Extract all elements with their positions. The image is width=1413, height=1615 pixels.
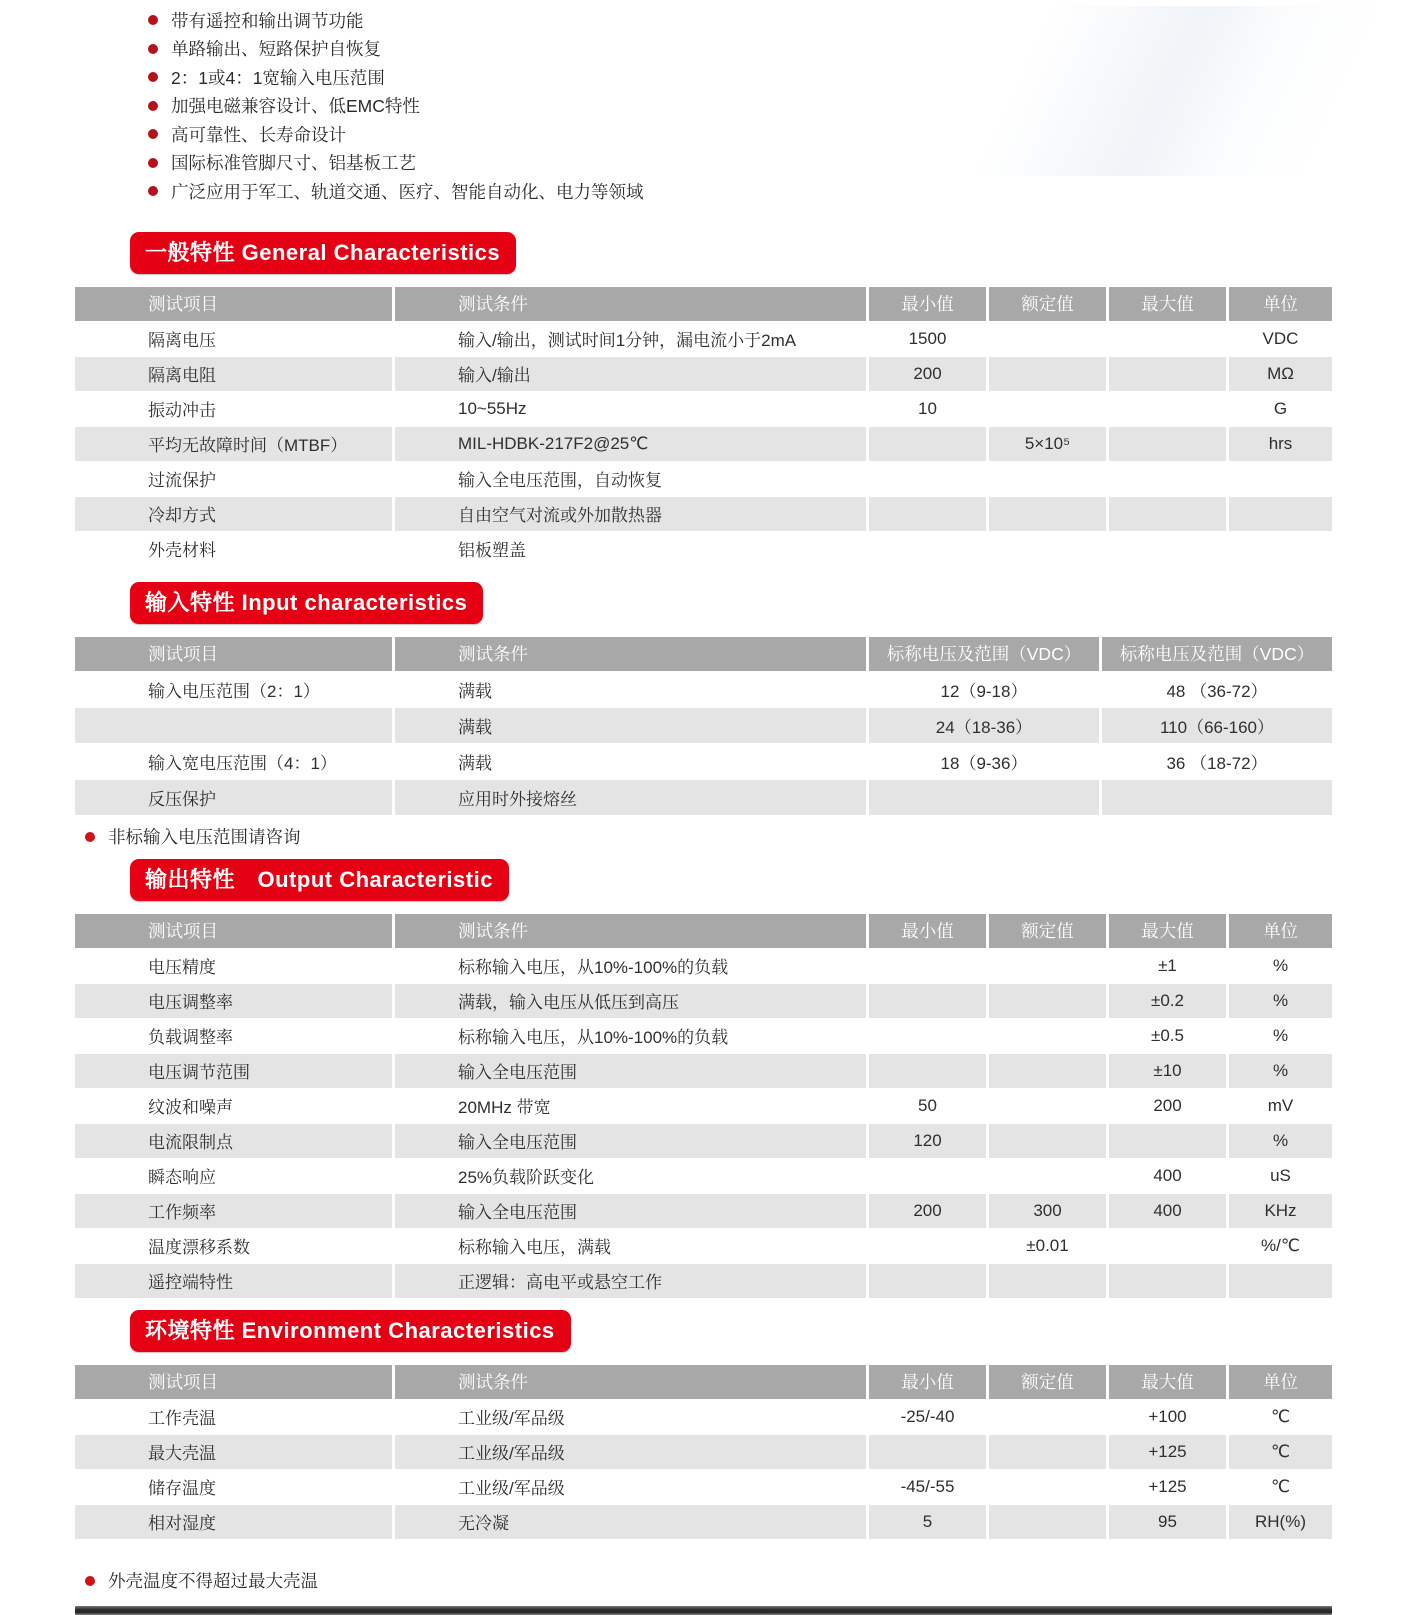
table-cell [75, 707, 392, 743]
table-cell: 5 [866, 1504, 986, 1539]
table-cell: 反压保护 [75, 779, 392, 815]
table-cell: +125 [1106, 1434, 1226, 1469]
column-header: 单位 [1226, 287, 1332, 321]
table-cell: 满载 [392, 707, 866, 743]
table-cell: 正逻辑：高电平或悬空工作 [392, 1263, 866, 1298]
column-header: 单位 [1226, 1365, 1332, 1399]
table-cell: 输入全电压范围 [392, 1053, 866, 1088]
column-header: 测试条件 [392, 637, 866, 671]
table-cell: 冷却方式 [75, 496, 392, 531]
table-cell: 最大壳温 [75, 1434, 392, 1469]
feature-text: 带有遥控和输出调节功能 [171, 10, 364, 31]
column-header: 额定值 [986, 1365, 1106, 1399]
table-cell: 50 [866, 1088, 986, 1123]
table-cell: ±0.5 [1106, 1018, 1226, 1053]
table-cell: % [1226, 1053, 1332, 1088]
table-cell: %/℃ [1226, 1228, 1332, 1263]
table-row [75, 1434, 1332, 1469]
table-cell: ℃ [1226, 1469, 1332, 1504]
table-cell: % [1226, 983, 1332, 1018]
table-cell [986, 1399, 1106, 1434]
table-cell: ±0.01 [986, 1228, 1106, 1263]
table-cell: RH(%) [1226, 1504, 1332, 1539]
table-cell [986, 1434, 1106, 1469]
table-cell: 5×10⁵ [986, 426, 1106, 461]
table-cell [986, 1088, 1106, 1123]
table-row [75, 671, 1332, 707]
table-cell [1226, 1263, 1332, 1298]
table-cell: mV [1226, 1088, 1332, 1123]
table-cell: 18（9-36） [866, 743, 1099, 779]
table-cell: 遥控端特性 [75, 1263, 392, 1298]
table-cell: 标称输入电压，从10%-100%的负载 [392, 948, 866, 983]
table-cell: 电压调节范围 [75, 1053, 392, 1088]
table-cell: 1500 [866, 321, 986, 356]
table-cell: 25%负载阶跃变化 [392, 1158, 866, 1193]
table-cell: 相对湿度 [75, 1504, 392, 1539]
bullet-icon [85, 1576, 95, 1586]
table-row [75, 1263, 1332, 1298]
table-cell [986, 391, 1106, 426]
table-cell [986, 1469, 1106, 1504]
bullet-icon [148, 129, 158, 139]
table-cell [986, 321, 1106, 356]
table-cell [986, 948, 1106, 983]
feature-item [148, 120, 1413, 149]
table-row [75, 426, 1332, 461]
table-cell: 输入全电压范围，自动恢复 [392, 461, 866, 496]
column-header: 最小值 [866, 287, 986, 321]
table-cell [986, 1504, 1106, 1539]
feature-text: 加强电磁兼容设计、低EMC特性 [171, 96, 420, 117]
table-cell: 外壳材料 [75, 531, 392, 566]
table-cell: 工业级/军品级 [392, 1434, 866, 1469]
table-cell: 电压精度 [75, 948, 392, 983]
table-cell [866, 426, 986, 461]
table-cell: % [1226, 1018, 1332, 1053]
table-cell: 48 （36-72） [1099, 671, 1332, 707]
column-header: 测试项目 [75, 287, 392, 321]
table-cell: 输入电压范围（2：1） [75, 671, 392, 707]
output-characteristics-table [75, 914, 1332, 1298]
table-cell: 满载，输入电压从低压到高压 [392, 983, 866, 1018]
table-cell: 400 [1106, 1193, 1226, 1228]
table-cell: +125 [1106, 1469, 1226, 1504]
table-cell [866, 948, 986, 983]
table-cell [866, 531, 986, 566]
table-cell [1106, 321, 1226, 356]
table-row [75, 531, 1332, 566]
table-cell: 200 [866, 1193, 986, 1228]
column-header: 最大值 [1106, 1365, 1226, 1399]
bullet-icon [85, 832, 95, 842]
table-cell: 36 （18-72） [1099, 743, 1332, 779]
table-cell: % [1226, 1123, 1332, 1158]
table-cell: 储存温度 [75, 1469, 392, 1504]
table-cell [866, 1263, 986, 1298]
column-header: 测试条件 [392, 914, 866, 948]
column-header: 最大值 [1106, 914, 1226, 948]
table-cell [1099, 779, 1332, 815]
table-cell: 纹波和噪声 [75, 1088, 392, 1123]
table-cell: 300 [986, 1193, 1106, 1228]
table-row [75, 356, 1332, 391]
column-header: 标称电压及范围（VDC） [1099, 637, 1332, 671]
table-row [75, 1158, 1332, 1193]
column-header: 测试项目 [75, 1365, 392, 1399]
table-cell: 应用时外接熔丝 [392, 779, 866, 815]
feature-text: 广泛应用于军工、轨道交通、医疗、智能自动化、电力等领域 [171, 181, 644, 202]
table-cell: 200 [866, 356, 986, 391]
table-cell [1106, 531, 1226, 566]
table-cell: 过流保护 [75, 461, 392, 496]
section-badge-output: 输出特性 Output Characteristic [130, 859, 509, 901]
table-row [75, 1469, 1332, 1504]
table-cell: 输入宽电压范围（4：1） [75, 743, 392, 779]
table-cell: ℃ [1226, 1399, 1332, 1434]
table-row [75, 707, 1332, 743]
table-cell: 400 [1106, 1158, 1226, 1193]
section-badge-input: 输入特性 Input characteristics [130, 582, 483, 624]
table-cell: 温度漂移系数 [75, 1228, 392, 1263]
table-cell [986, 531, 1106, 566]
table-cell: 满载 [392, 671, 866, 707]
datasheet-page [0, 6, 1413, 1604]
table-cell: -45/-55 [866, 1469, 986, 1504]
environment-note-text: 外壳温度不得超过最大壳温 [108, 1571, 318, 1591]
table-cell: 24（18-36） [866, 707, 1099, 743]
table-cell: 平均无故障时间（MTBF） [75, 426, 392, 461]
table-row [75, 321, 1332, 356]
table-cell: 工业级/军品级 [392, 1469, 866, 1504]
table-cell: 瞬态响应 [75, 1158, 392, 1193]
section-badge-environment: 环境特性 Environment Characteristics [130, 1310, 571, 1352]
table-cell: 95 [1106, 1504, 1226, 1539]
table-cell: 12（9-18） [866, 671, 1099, 707]
table-cell: 负载调整率 [75, 1018, 392, 1053]
table-cell [866, 1018, 986, 1053]
table-cell: +100 [1106, 1399, 1226, 1434]
table-cell: 输入/输出，测试时间1分钟，漏电流小于2mA [392, 321, 866, 356]
table-row [75, 461, 1332, 496]
table-cell: % [1226, 948, 1332, 983]
table-cell: 工作频率 [75, 1193, 392, 1228]
table-cell: 10~55Hz [392, 391, 866, 426]
bullet-icon [148, 15, 158, 25]
table-cell: 振动冲击 [75, 391, 392, 426]
table-row [75, 948, 1332, 983]
table-cell: 20MHz 带宽 [392, 1088, 866, 1123]
column-header: 测试项目 [75, 914, 392, 948]
table-row [75, 1228, 1332, 1263]
table-cell: 工业级/军品级 [392, 1399, 866, 1434]
environment-note [85, 1569, 1413, 1593]
table-cell: KHz [1226, 1193, 1332, 1228]
table-cell: 标称输入电压，满载 [392, 1228, 866, 1263]
table-row [75, 391, 1332, 426]
bullet-icon [148, 186, 158, 196]
table-cell [1106, 391, 1226, 426]
table-cell [866, 496, 986, 531]
feature-text: 2：1或4：1宽输入电压范围 [171, 67, 385, 88]
table-row [75, 1399, 1332, 1434]
table-cell: 工作壳温 [75, 1399, 392, 1434]
table-header-row [75, 914, 1332, 948]
feature-item [148, 92, 1413, 121]
column-header: 测试项目 [75, 637, 392, 671]
table-row [75, 1193, 1332, 1228]
table-row [75, 1504, 1332, 1539]
table-cell [866, 779, 1099, 815]
feature-text: 单路输出、短路保护自恢复 [171, 39, 381, 60]
table-cell: 自由空气对流或外加散热器 [392, 496, 866, 531]
environment-characteristics-table [75, 1365, 1332, 1539]
table-cell [866, 1228, 986, 1263]
table-cell: 110（66-160） [1099, 707, 1332, 743]
table-cell [1226, 496, 1332, 531]
feature-item [148, 6, 1413, 35]
bullet-icon [148, 158, 158, 168]
table-cell [866, 461, 986, 496]
column-header: 标称电压及范围（VDC） [866, 637, 1099, 671]
table-header-row [75, 1365, 1332, 1399]
table-cell: -25/-40 [866, 1399, 986, 1434]
table-cell [986, 1053, 1106, 1088]
table-cell: ±1 [1106, 948, 1226, 983]
table-cell [986, 1123, 1106, 1158]
table-cell: 200 [1106, 1088, 1226, 1123]
bottom-divider [75, 1606, 1332, 1615]
column-header: 最小值 [866, 1365, 986, 1399]
table-row [75, 1088, 1332, 1123]
table-cell [986, 1018, 1106, 1053]
table-header-row [75, 287, 1332, 321]
table-cell: 隔离电压 [75, 321, 392, 356]
table-cell [1106, 496, 1226, 531]
table-row [75, 743, 1332, 779]
section-badge-general: 一般特性 General Characteristics [130, 232, 516, 274]
table-cell: 输入/输出 [392, 356, 866, 391]
column-header: 额定值 [986, 914, 1106, 948]
input-note [85, 825, 1413, 849]
table-row [75, 1053, 1332, 1088]
table-cell: ±0.2 [1106, 983, 1226, 1018]
table-cell: 输入全电压范围 [392, 1193, 866, 1228]
table-row [75, 779, 1332, 815]
table-row [75, 1018, 1332, 1053]
table-cell [986, 1158, 1106, 1193]
table-cell: VDC [1226, 321, 1332, 356]
table-cell: 输入全电压范围 [392, 1123, 866, 1158]
column-header: 最大值 [1106, 287, 1226, 321]
feature-text: 高可靠性、长寿命设计 [171, 124, 346, 145]
table-cell [1106, 356, 1226, 391]
bullet-icon [148, 101, 158, 111]
bullet-icon [148, 44, 158, 54]
table-cell: 隔离电阻 [75, 356, 392, 391]
table-cell [986, 1263, 1106, 1298]
feature-item [148, 177, 1413, 206]
column-header: 测试条件 [392, 287, 866, 321]
table-cell: 满载 [392, 743, 866, 779]
feature-item [148, 35, 1413, 64]
feature-text: 国际标准管脚尺寸、铝基板工艺 [171, 153, 416, 174]
table-cell [986, 356, 1106, 391]
table-cell: 铝板塑盖 [392, 531, 866, 566]
column-header: 额定值 [986, 287, 1106, 321]
table-cell [986, 983, 1106, 1018]
table-cell: 无冷凝 [392, 1504, 866, 1539]
general-characteristics-table [75, 287, 1332, 566]
table-cell: MIL-HDBK-217F2@25℃ [392, 426, 866, 461]
table-cell [1106, 1263, 1226, 1298]
table-cell: 120 [866, 1123, 986, 1158]
table-cell: 电压调整率 [75, 983, 392, 1018]
table-cell: G [1226, 391, 1332, 426]
table-row [75, 983, 1332, 1018]
table-cell: ℃ [1226, 1434, 1332, 1469]
table-cell [866, 1434, 986, 1469]
feature-item [148, 149, 1413, 178]
table-cell [1226, 461, 1332, 496]
table-row [75, 1123, 1332, 1158]
input-characteristics-table [75, 637, 1332, 815]
table-cell [986, 496, 1106, 531]
table-cell [1106, 461, 1226, 496]
feature-item [148, 63, 1413, 92]
table-cell [1106, 426, 1226, 461]
table-cell [866, 1053, 986, 1088]
table-cell: 电流限制点 [75, 1123, 392, 1158]
column-header: 测试条件 [392, 1365, 866, 1399]
feature-list [148, 6, 1413, 206]
table-row [75, 496, 1332, 531]
table-cell [866, 1158, 986, 1193]
table-cell: ±10 [1106, 1053, 1226, 1088]
table-cell: hrs [1226, 426, 1332, 461]
table-cell [866, 983, 986, 1018]
table-cell: uS [1226, 1158, 1332, 1193]
table-cell: 标称输入电压，从10%-100%的负载 [392, 1018, 866, 1053]
input-note-text: 非标输入电压范围请咨询 [108, 827, 301, 847]
table-cell [1226, 531, 1332, 566]
table-cell: 10 [866, 391, 986, 426]
table-cell [1106, 1123, 1226, 1158]
table-cell [986, 461, 1106, 496]
table-header-row [75, 637, 1332, 671]
column-header: 单位 [1226, 914, 1332, 948]
column-header: 最小值 [866, 914, 986, 948]
table-cell: MΩ [1226, 356, 1332, 391]
bullet-icon [148, 72, 158, 82]
table-cell [1106, 1228, 1226, 1263]
